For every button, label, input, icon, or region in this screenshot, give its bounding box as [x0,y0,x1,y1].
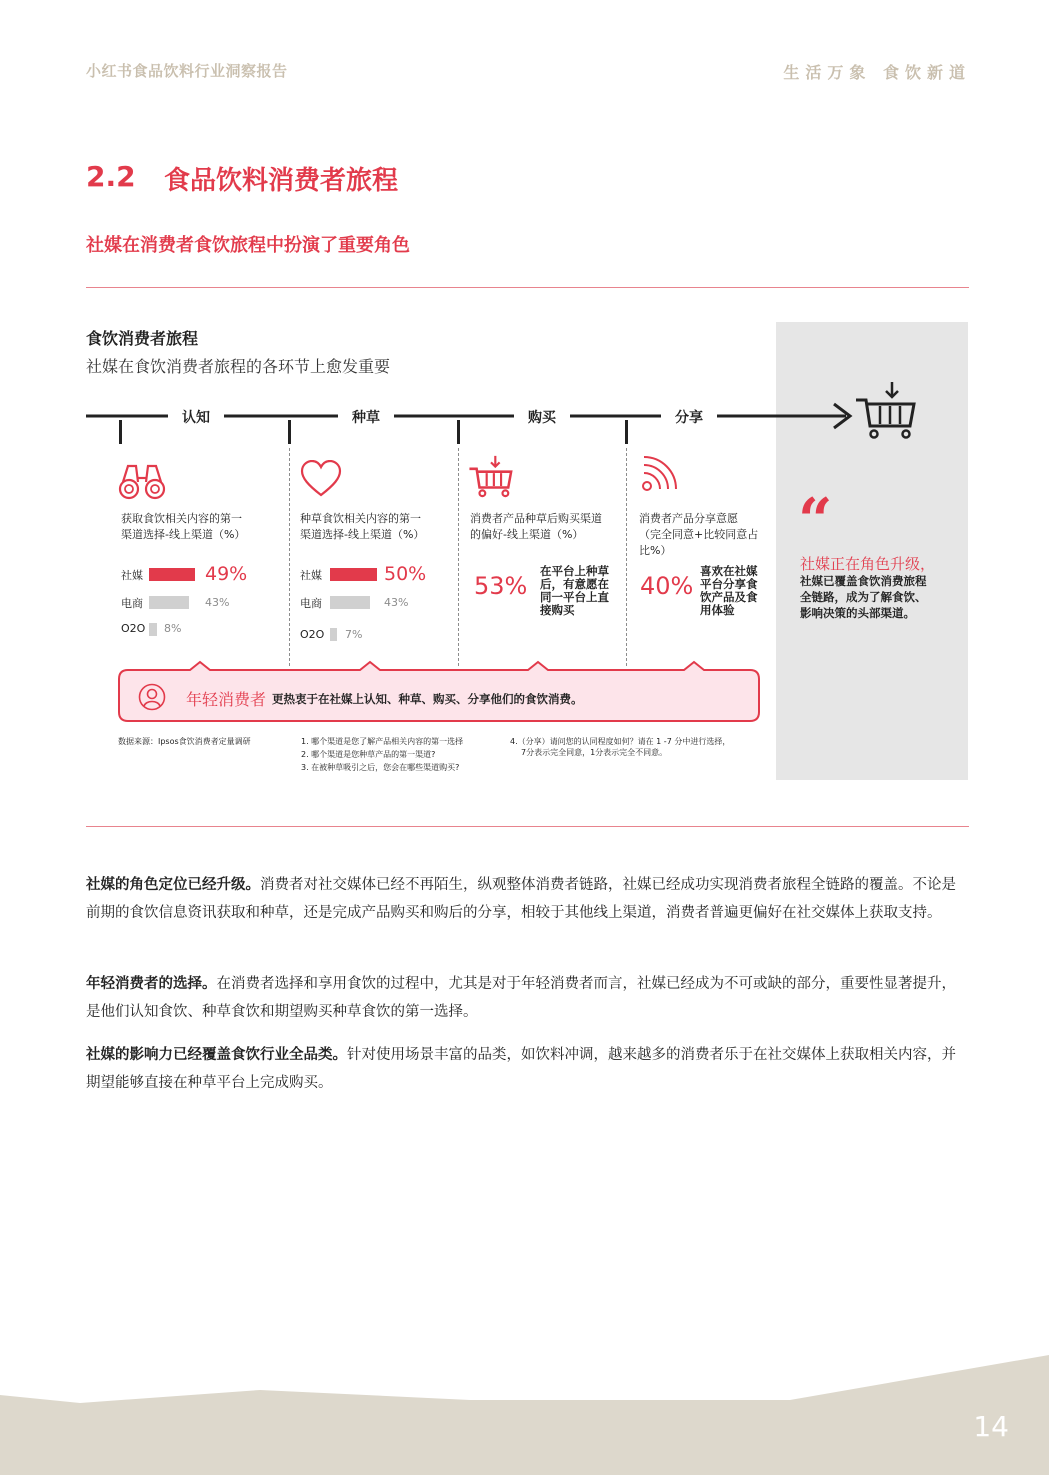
purchase-desc-1: 在平台上种草 [540,564,609,578]
bar-label: O2O [300,628,325,641]
quote-mark-icon: “ [798,486,833,556]
bar-value: 8% [164,622,182,635]
column-divider [458,448,459,666]
share-desc-3: 饮产品及食 [700,590,758,604]
timeline-tick [288,420,291,444]
share-desc-1: 喜欢在社媒 [700,564,758,578]
bar-label: 社媒 [300,569,322,582]
bar-value: 43% [205,596,230,609]
panel-line: 社媒已覆盖食饮消费旅程 [800,574,927,588]
heart-icon [300,460,342,498]
paragraph-3 [86,1041,970,1097]
note-3: 3. 在被种草吸引之后，您会在哪些渠道购买? [301,763,460,772]
report-slogan: 生活万象 食饮新道 [783,63,971,82]
note-4b: 7分表示完全同意，1分表示完全不同意。 [521,748,668,757]
col3-desc-1: 消费者产品种草后购买渠道 [470,512,602,525]
paragraph-body: 在消费者选择和享用食饮的过程中，尤其是对于年轻消费者而言，社媒已经成为不可或缺的部分，重要性显著提升，是他们认知食饮、种草食饮和期望购买种草食饮的第一选择。 [86,976,956,1020]
chart-title: 食饮消费者旅程 [86,329,199,348]
stage-awareness: 认知 [168,407,224,427]
shopping-cart-icon [468,453,514,499]
col1-desc-2: 渠道选择-线上渠道（%） [121,528,246,541]
bar-label: 电商 [300,597,322,610]
paragraph-body: 针对使用场景丰富的品类，如饮料冲调，越来越多的消费者乐于在社交媒体上获取相关内容，并期望能够直接在种草平台上完成购买。 [86,1047,956,1091]
col2-desc-2: 渠道选择-线上渠道（%） [300,528,425,541]
col4-desc-2: （完全同意+比较同意占 [639,528,759,541]
note-2: 2. 哪个渠道是您种草产品的第一渠道? [301,750,436,759]
bar-ecommerce [149,596,189,609]
timeline-tick [457,420,460,444]
bar-o2o [330,628,337,641]
share-desc-2: 平台分享食 [700,577,758,591]
stage-purchase: 购买 [514,407,570,427]
column-divider [289,448,290,666]
paragraph-lead: 社媒的角色定位已经升级。 [86,877,260,893]
share-desc-4: 用体验 [700,603,735,617]
stage-seeding: 种草 [338,407,394,427]
note-1: 1. 哪个渠道是您了解产品相关内容的第一选择 [301,737,464,746]
paragraph-body: 消费者对社交媒体已经不再陌生，纵观整体消费者链路，社媒已经成功实现消费者旅程全链路的覆盖。不论是前期的食饮信息资讯获取和种草，还是完成产品购买和购后的分享，相较于其他线上渠道，消费者普遍更偏好在社交媒体上获取支持。 [86,877,956,921]
purchase-desc-3: 同一平台上直 [540,590,609,604]
section-subtitle: 社媒在消费者食饮旅程中扮演了重要角色 [86,235,410,256]
share-signal-icon [640,453,680,493]
col1-desc-1: 获取食饮相关内容的第一 [121,512,242,525]
paragraph-lead: 社媒的影响力已经覆盖食饮行业全品类。 [86,1047,347,1063]
panel-line: 全链路，成为了解食饮、 [800,590,927,604]
bar-o2o [149,623,157,636]
user-icon [138,683,166,711]
section-title: 食品饮料消费者旅程 [164,166,399,196]
data-source: 数据来源：Ipsos食饮消费者定量调研 [118,737,251,746]
bar-value: 49% [205,563,248,585]
footer-band [0,1355,1049,1475]
bar-social [330,568,377,581]
col2-desc-1: 种草食饮相关内容的第一 [300,512,421,525]
panel-text [800,573,960,621]
bar-label: 社媒 [121,569,143,582]
stage-sharing: 分享 [661,407,717,427]
purchase-desc-2: 后，有意愿在 [540,577,609,591]
timeline-tick [625,420,628,444]
note-4a: 4.（分享）请问您的认同程度如何？请在 1 -7 分中进行选择， [510,737,731,746]
col3-desc-2: 的偏好-线上渠道（%） [470,528,584,541]
bar-value: 7% [345,628,363,641]
column-divider [626,448,627,666]
bar-value: 43% [384,596,409,609]
paragraph-lead: 年轻消费者的选择。 [86,976,217,992]
bar-ecommerce [330,596,370,609]
bottom-divider [86,826,969,827]
section-number: 2.2 [86,160,136,193]
young-consumers-label: 年轻消费者 [186,690,267,709]
bar-label: O2O [121,622,146,635]
purchase-desc-4: 接购买 [540,603,575,617]
page-number: 14 [973,1410,1009,1443]
col4-desc-1: 消费者产品分享意愿 [639,512,738,525]
panel-line: 影响决策的头部渠道。 [800,606,915,620]
young-consumers-text: 更热衷于在社媒上认知、种草、购买、分享他们的食饮消费。 [272,692,583,706]
timeline-tick [119,420,122,444]
share-percentage: 40% [640,572,694,600]
bar-value: 50% [384,563,427,585]
shopping-cart-icon [854,380,918,440]
bar-label: 电商 [121,597,143,610]
report-title: 小红书食品饮料行业洞察报告 [86,62,288,80]
paragraph-2 [86,970,970,1026]
binoculars-icon [118,460,166,502]
bar-social [149,568,195,581]
paragraph-1 [86,871,970,927]
chart-subtitle: 社媒在食饮消费者旅程的各环节上愈发重要 [86,357,391,376]
panel-highlight: 社媒正在角色升级， [800,555,936,573]
top-divider [86,287,969,288]
purchase-percentage: 53% [474,572,528,600]
col4-desc-3: 比%） [639,544,672,557]
